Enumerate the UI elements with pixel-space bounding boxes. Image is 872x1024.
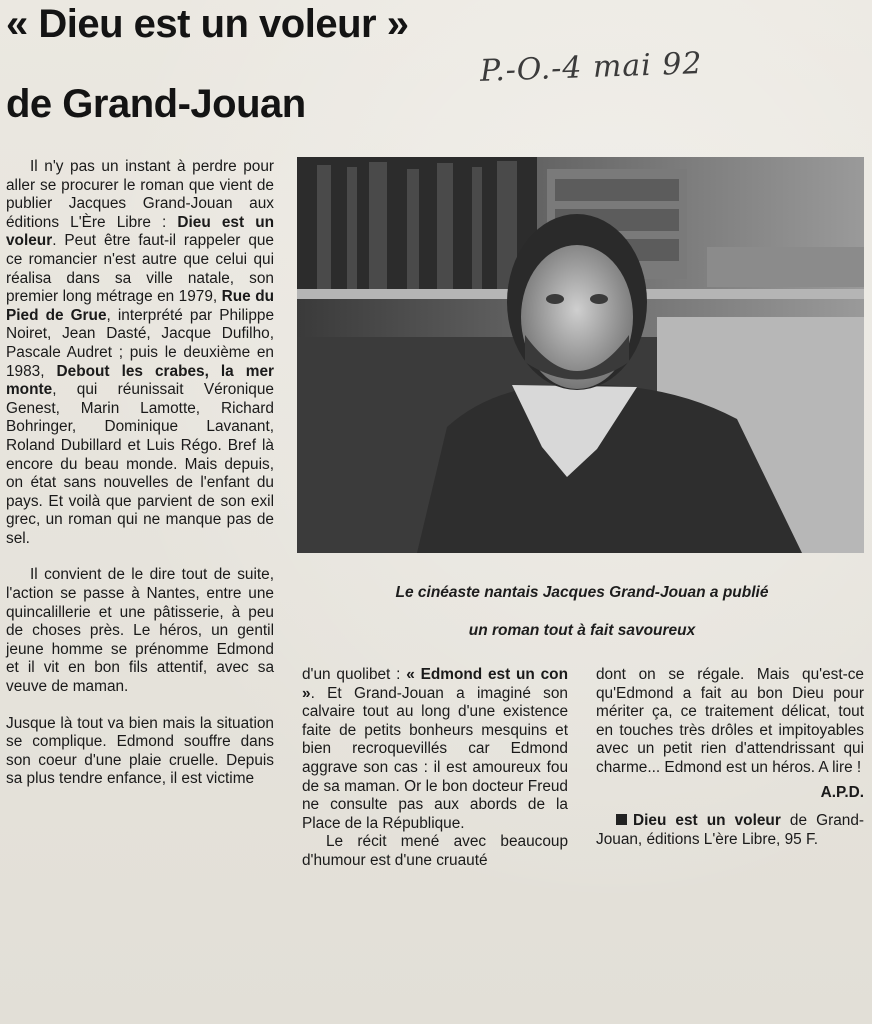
book-info-title: Dieu est un voleur [633,812,781,830]
article-paragraph-4: d'un quolibet : « Edmond est un con ». Et Grand-Jouan a imaginé son calvaire tout au long d'une existence faite de petits bonheurs mesquins et bien recroquevillés car Edmond aggrave son cas : il est amoureux fou de sa maman. Or le bon docteur Freud ne consulte pas aux abords de la Place de la République. [302,666,568,832]
photo-caption-line-1: Le cinéaste nantais Jacques Grand-Jouan a publié [395,584,769,601]
quolibet-quote: « Edmond est un con » [302,666,568,702]
portrait-photo-image [297,157,864,553]
article-column-3 [596,666,864,849]
headline-line-2: de Grand-Jouan [6,82,306,126]
portrait-photo [297,157,864,553]
article-paragraph-5: Le récit mené avec beaucoup d'humour est d'une cruauté [302,833,568,869]
handwritten-date-note: P.-O.-4 mai 92 [479,46,704,89]
author-signature: A.P.D. [820,783,864,801]
bullet-square-icon [616,814,627,825]
film-title-1: Rue du Pied de Grue [6,288,274,324]
article-paragraph-2: Il convient de le dire tout de suite, l'action se passe à Nantes, entre une quincalillerie et une pâtisserie, à peu de choses près. Le héros, un gentil jeune homme se prénomme Edmond et il vit en bon fils attentif, avec sa veuve de maman. [6,566,274,696]
article-paragraph-3: Jusque là tout va bien mais la situation se complique. Edmond souffre dans son coeur d'une plaie cruelle. Depuis sa plus tendre enfance, il est victime [6,714,274,788]
book-title-emphasis: Dieu est un voleur [6,213,275,250]
book-info: Dieu est un voleur de Grand-Jouan, éditions L'ère Libre, 95 F. [596,812,864,848]
film-title-2: Debout les crabes, la mer monte [6,362,274,399]
article-paragraph-1: Il n'y pas un instant à perdre pour aller se procurer le roman que vient de publier Jacques Grand-Jouan aux éditions L'Ère Libre : Dieu est un voleur. Peut être faut-il rappeler que ce romancier n'est autre que celui qui réalisa dans sa ville natale, son premier long métrage en 1979, Rue du Pied de Grue, interprété par Philippe Noiret, Jean Dasté, Jacque Dufilho, Pascale Audret ; puis le deuxième en 1983, Debout les crabes, la mer monte, qui réunissait Véronique Genest, Marin Lamotte, Richard Bohringer, Dominique Lavanant, Roland Dubillard et Luis Régo. Bref là encore du beau monde. Mais depuis, on état sans nouvelles de l'enfant du pays. Et voilà que parvient de son exil grec, un roman qui ne manque pas de sel. [6,158,275,547]
article-column-1 [6,158,274,807]
article-paragraph-6: dont on se régale. Mais qu'est-ce qu'Edmond a fait au bon Dieu pour mériter ça, ce traitement délicat, tout en touches très drôles et impitoyables avec un petit rien d'attendrissant qui charme... Edmond est un héros. A lire ! [596,666,864,776]
photo-caption-line-2: un roman tout à fait savoureux [468,622,696,639]
headline-line-1: « Dieu est un voleur » [6,2,409,46]
article-column-2 [302,666,568,871]
